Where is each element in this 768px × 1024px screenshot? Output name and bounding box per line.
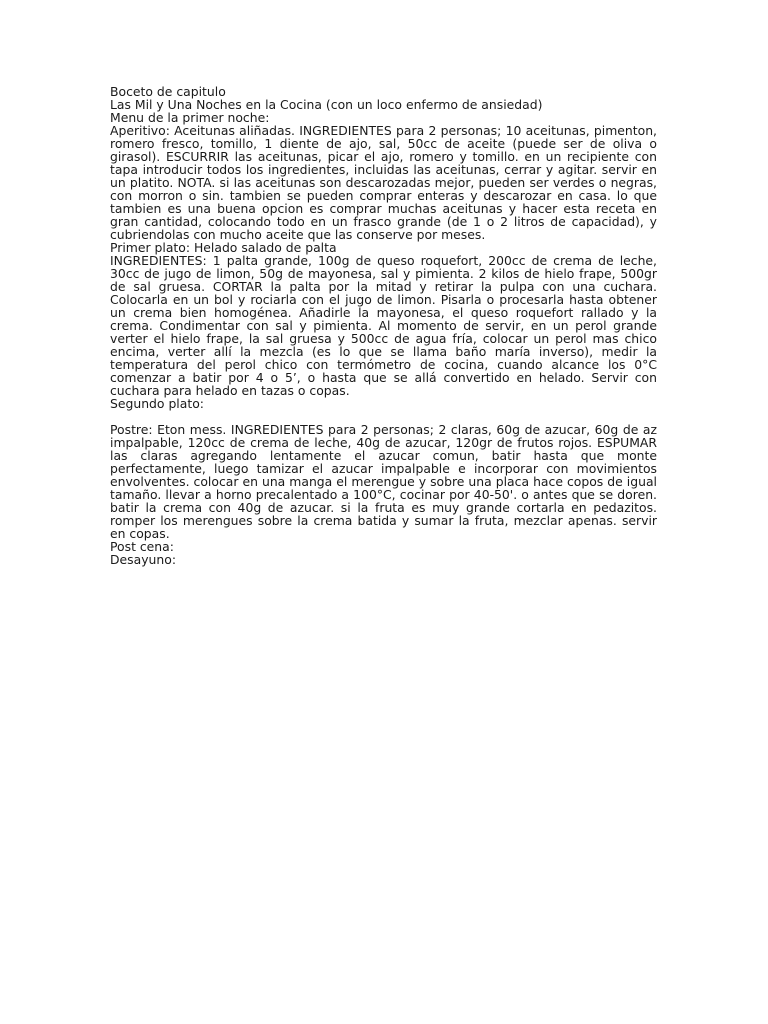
- postre-paragraph: Postre: Eton mess. INGREDIENTES para 2 personas; 2 claras, 60g de azucar, 60g de az impalpable, 120cc de crema de leche, 40g de azucar, 120gr de frutos rojos. ESPUMAR las claras agregando lentamente el azucar comun, batir hasta que monte perfectamente, luego tamizar el azucar impalpable e incorporar con movimientos envolventes. colocar en una manga el merengue y sobre una placa hace copos de igual tamaño. llevar a horno precalentado a 100°C, cocinar por 40-50'. o antes que se doren. batir la crema con 40g de azucar. si la fruta es muy grande cortarla en pedazitos. romper los merengues sobre la crema batida y sumar la fruta, mezclar apenas. servir en copas.: [110, 422, 657, 541]
- menu-heading: Menu de la primer noche:: [110, 110, 270, 125]
- primer-plato-paragraph: INGREDIENTES: 1 palta grande, 100g de queso roquefort, 200cc de crema de leche, 30cc de jugo de limon, 50g de mayonesa, sal y pimienta. 2 kilos de hielo frape, 500gr de sal gruesa. CORTAR la palta por la mitad y retirar la pulpa con una cuchara. Colocarla en un bol y rociarla con el jugo de limon. Pisarla o procesarla hasta obtener un crema bien homogénea. Añadirle la mayonesa, el queso roquefort rallado y la crema. Condimentar con sal y pimienta. Al momento de servir, en un perol grande verter el hielo frape, la sal gruesa y 500cc de agua fría, colocar un perol mas chico encima, verter allí la mezcla (es lo que se llama baño maría inverso), medir la temperatura del perol chico con termómetro de cocina, cuando alcance los 0°C comenzar a batir por 4 o 5’, o hasta que se allá convertido en helado. Servir con cuchara para helado en tazas o copas.: [110, 253, 657, 398]
- document-page: [110, 85, 657, 566]
- desayuno-heading: Desayuno:: [110, 552, 177, 567]
- segundo-plato-heading: Segundo plato:: [110, 396, 204, 411]
- primer-plato-heading: Primer plato: Helado salado de palta: [110, 240, 337, 255]
- document-subtitle: Las Mil y Una Noches en la Cocina (con un loco enfermo de ansiedad): [110, 97, 543, 112]
- document-title: Boceto de capitulo: [110, 84, 226, 99]
- aperitivo-paragraph: Aperitivo: Aceitunas aliñadas. INGREDIENTES para 2 personas; 10 aceitunas, pimenton, romero fresco, tomillo, 1 diente de ajo, sal, 50cc de aceite (puede ser de oliva o girasol). ESCURRIR las aceitunas, picar el ajo, romero y tomillo. en un recipiente con tapa introducir todos los ingredientes, incluidas las aceitunas, cerrar y agitar. servir en un platito. NOTA. si las aceitunas son descarozadas mejor, pueden ser verdes o negras, con morron o sin. tambien se pueden comprar enteras y descarozar en casa. lo que tambien es una buena opcion es comprar muchas aceitunas y hacer esta receta en gran cantidad, colocando todo en un frasco grande (de 1 o 2 litros de capacidad), y cubriendolas con mucho aceite que las conserve por meses.: [110, 123, 657, 242]
- post-cena-heading: Post cena:: [110, 539, 174, 554]
